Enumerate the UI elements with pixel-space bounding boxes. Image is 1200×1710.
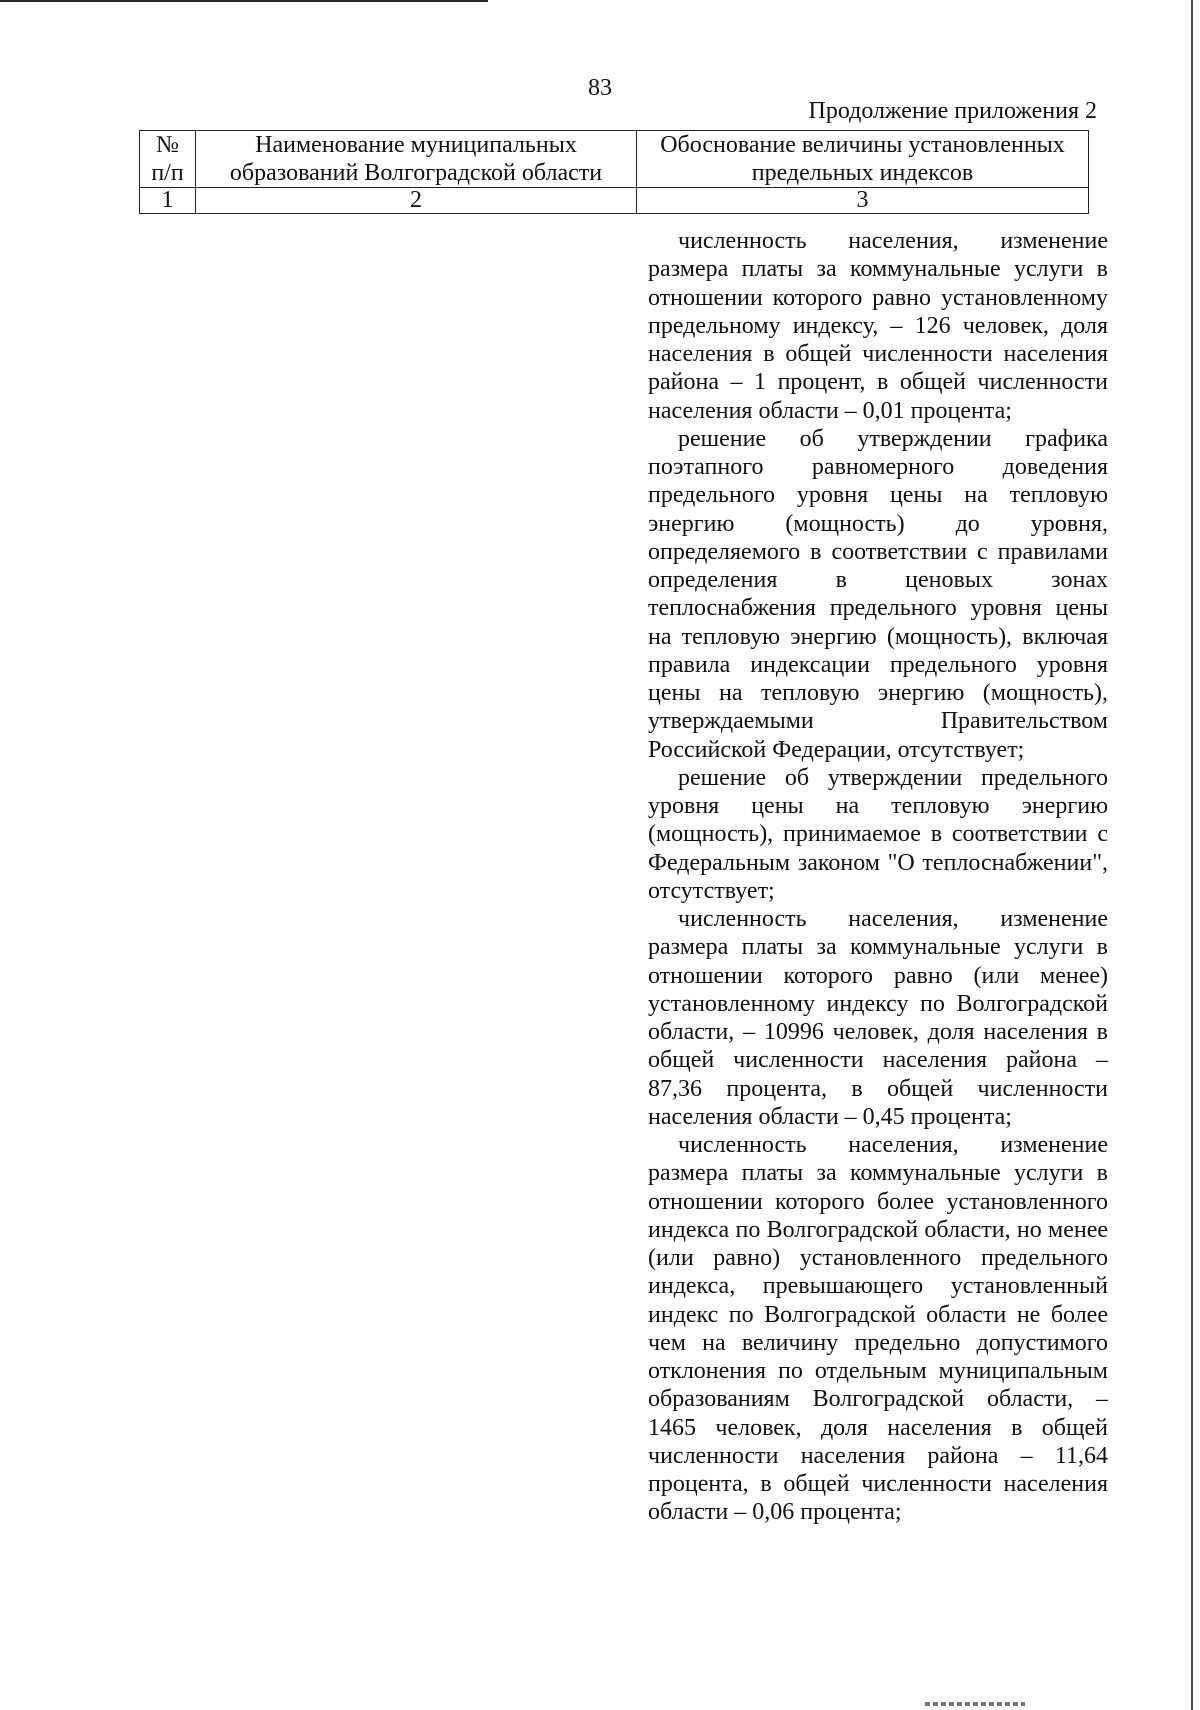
paragraph-population-equal-index: численность населения, изменение размера платы за коммунальные услуги в отношении которого равно установленному предельному индексу, – 126 человек, доля населения в общей численности населения района – 1 процент, в общей численности населения области – 0,01 процента; xyxy=(648,228,1108,424)
column-number-3: 3 xyxy=(637,188,1089,214)
appendix-continuation-note: Продолжение приложения 2 xyxy=(808,98,1097,124)
scan-edge-top xyxy=(0,0,488,2)
table-header-row xyxy=(140,131,1089,188)
paragraph-price-schedule-decision: решение об утверждении графика поэтапного равномерного доведения предельного уровня цены на тепловую энергию (мощность) до уровня, определяемого в соответствии с правилами определения в ценовых зонах теплоснабжения предельного уровня цены на тепловую энергию (мощность), включая правила индексации предельного уровня цены на тепловую энергию (мощность), утверждаемыми Правительством Российской Федерации, отсутствует; xyxy=(648,425,1108,763)
paragraph-population-above-index: численность населения, изменение размера платы за коммунальные услуги в отношении которого более установленного индекса по Волгоградской области, но менее (или равно) установленного предельного индекса, превышающего установленный индекс по Волгоградской области не более чем на величину предельно допустимого отклонения по отдельным муниципальным образованиям Волгоградской области, – 1465 человек, доля населения в общей численности населения района – 11,64 процента, в общей численности населения области – 0,06 процента; xyxy=(648,1132,1108,1526)
justification-text xyxy=(648,227,1108,1527)
table-column-number-row xyxy=(140,188,1089,214)
header-text: п/п xyxy=(151,160,184,186)
header-text: № xyxy=(156,132,179,158)
paragraph-price-level-decision: решение об утверждении предельного уровня цены на тепловую энергию (мощность), принимаемое в соответствии с Федеральным законом "О теплоснабжении", отсутствует; xyxy=(648,764,1108,904)
scan-edge-right xyxy=(1191,0,1193,1710)
header-cell-number xyxy=(140,131,196,188)
header-cell-municipality xyxy=(196,131,637,188)
header-text: образований Волгоградской области xyxy=(229,160,603,186)
column-number-1: 1 xyxy=(140,188,196,214)
header-text: Наименование муниципальных xyxy=(255,132,577,158)
header-cell-justification xyxy=(637,131,1089,188)
header-table xyxy=(139,130,1089,214)
column-number-2: 2 xyxy=(196,188,637,214)
header-text: Обоснование величины установленных xyxy=(660,132,1065,158)
header-text: предельных индексов xyxy=(751,160,974,186)
page-number: 83 xyxy=(588,75,612,101)
paragraph-population-below-index: численность населения, изменение размера платы за коммунальные услуги в отношении которого равно (или менее) установленному индексу по Волгоградской области, – 10996 человек, доля населения в общей численности населения района – 87,36 процента, в общей численности населения области – 0,45 процента; xyxy=(648,906,1108,1130)
scan-artifact xyxy=(925,1702,1025,1706)
